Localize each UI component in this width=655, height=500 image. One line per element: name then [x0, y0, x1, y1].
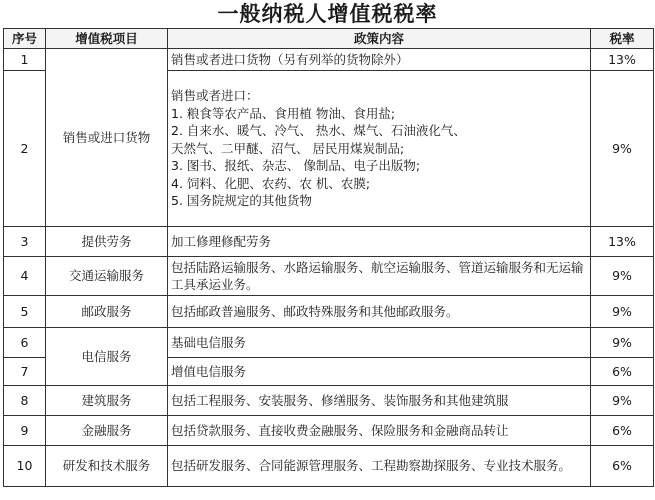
- row-rate: 6%: [591, 416, 654, 446]
- row-policy: 包括研发服务、合同能源管理服务、工程勘察勘探服务、专业技术服务。: [168, 446, 591, 487]
- row-item: 电信服务: [46, 328, 168, 386]
- row-policy: 加工修理修配劳务: [168, 227, 591, 257]
- row-policy: 销售或者进口货物（另有列举的货物除外）: [168, 49, 591, 71]
- row-policy: 增值电信服务: [168, 358, 591, 386]
- row-item: 邮政服务: [46, 296, 168, 328]
- row-item: 提供劳务: [46, 227, 168, 257]
- policy-item: 3. 图书、报纸、杂志、 像制品、电子出版物;: [171, 158, 421, 174]
- row-no: 3: [4, 227, 46, 257]
- row-rate: 6%: [591, 446, 654, 487]
- header-item: 增值税项目: [46, 29, 168, 49]
- row-no: 4: [4, 257, 46, 296]
- row-item: 交通运输服务: [46, 257, 168, 296]
- table-row: [4, 328, 654, 358]
- row-no: 5: [4, 296, 46, 328]
- row-rate: 9%: [591, 71, 654, 227]
- row-no: 8: [4, 386, 46, 416]
- tax-rate-table: [3, 28, 654, 487]
- header-rate: 税率: [591, 29, 654, 49]
- row-policy: 包括贷款服务、直接收费金融服务、保险服务和金融商品转让: [168, 416, 591, 446]
- table-row: [4, 296, 654, 328]
- table-header-row: [4, 29, 654, 49]
- policy-item: 1. 粮食等农产品、食用植 物油、食用盐;: [171, 105, 396, 121]
- policy-item: 天然气、二甲醚、沼气、 居民用煤炭制品;: [171, 140, 405, 156]
- page-title: 一般纳税人增值税税率: [217, 2, 438, 26]
- row-rate: 13%: [591, 227, 654, 257]
- row-no: 9: [4, 416, 46, 446]
- row-item: 建筑服务: [46, 386, 168, 416]
- table-row: [4, 416, 654, 446]
- row-rate: 6%: [591, 358, 654, 386]
- row-rate: 9%: [591, 328, 654, 358]
- row-no: 10: [4, 446, 46, 487]
- row-no: 6: [4, 328, 46, 358]
- table-row: [4, 49, 654, 71]
- row-rate: 9%: [591, 296, 654, 328]
- row-no: 2: [4, 71, 46, 227]
- row-no: 1: [4, 49, 46, 71]
- table-row: [4, 446, 654, 487]
- header-no: 序号: [4, 29, 46, 49]
- row-policy: 包括邮政普遍服务、邮政特殊服务和其他邮政服务。: [168, 296, 591, 328]
- table-row: [4, 257, 654, 296]
- row-rate: 9%: [591, 386, 654, 416]
- row-item: 金融服务: [46, 416, 168, 446]
- row-rate: 9%: [591, 257, 654, 296]
- table-row: [4, 227, 654, 257]
- row-item: 销售或进口货物: [46, 49, 168, 227]
- policy-item: 4. 饲料、化肥、农药、农 机、农膜;: [171, 175, 371, 191]
- policy-item: 2. 自来水、暖气、冷气、 热水、煤气、石油液化气、: [171, 123, 466, 139]
- row-policy: 基础电信服务: [168, 328, 591, 358]
- row-rate: 13%: [591, 49, 654, 71]
- table-row: [4, 386, 654, 416]
- row-item: 研发和技术服务: [46, 446, 168, 487]
- row-policy: 包括工程服务、安装服务、修缮服务、装饰服务和其他建筑服: [168, 386, 591, 416]
- row-policy-list: [168, 71, 591, 227]
- policy-intro: 销售或者进口：: [171, 88, 259, 104]
- policy-item: 5. 国务院规定的其他货物: [171, 193, 312, 209]
- header-policy: 政策内容: [168, 29, 591, 49]
- row-policy: 包括陆路运输服务、水路运输服务、航空运输服务、管道运输服务和无运输工具承运业务。: [168, 257, 591, 296]
- row-no: 7: [4, 358, 46, 386]
